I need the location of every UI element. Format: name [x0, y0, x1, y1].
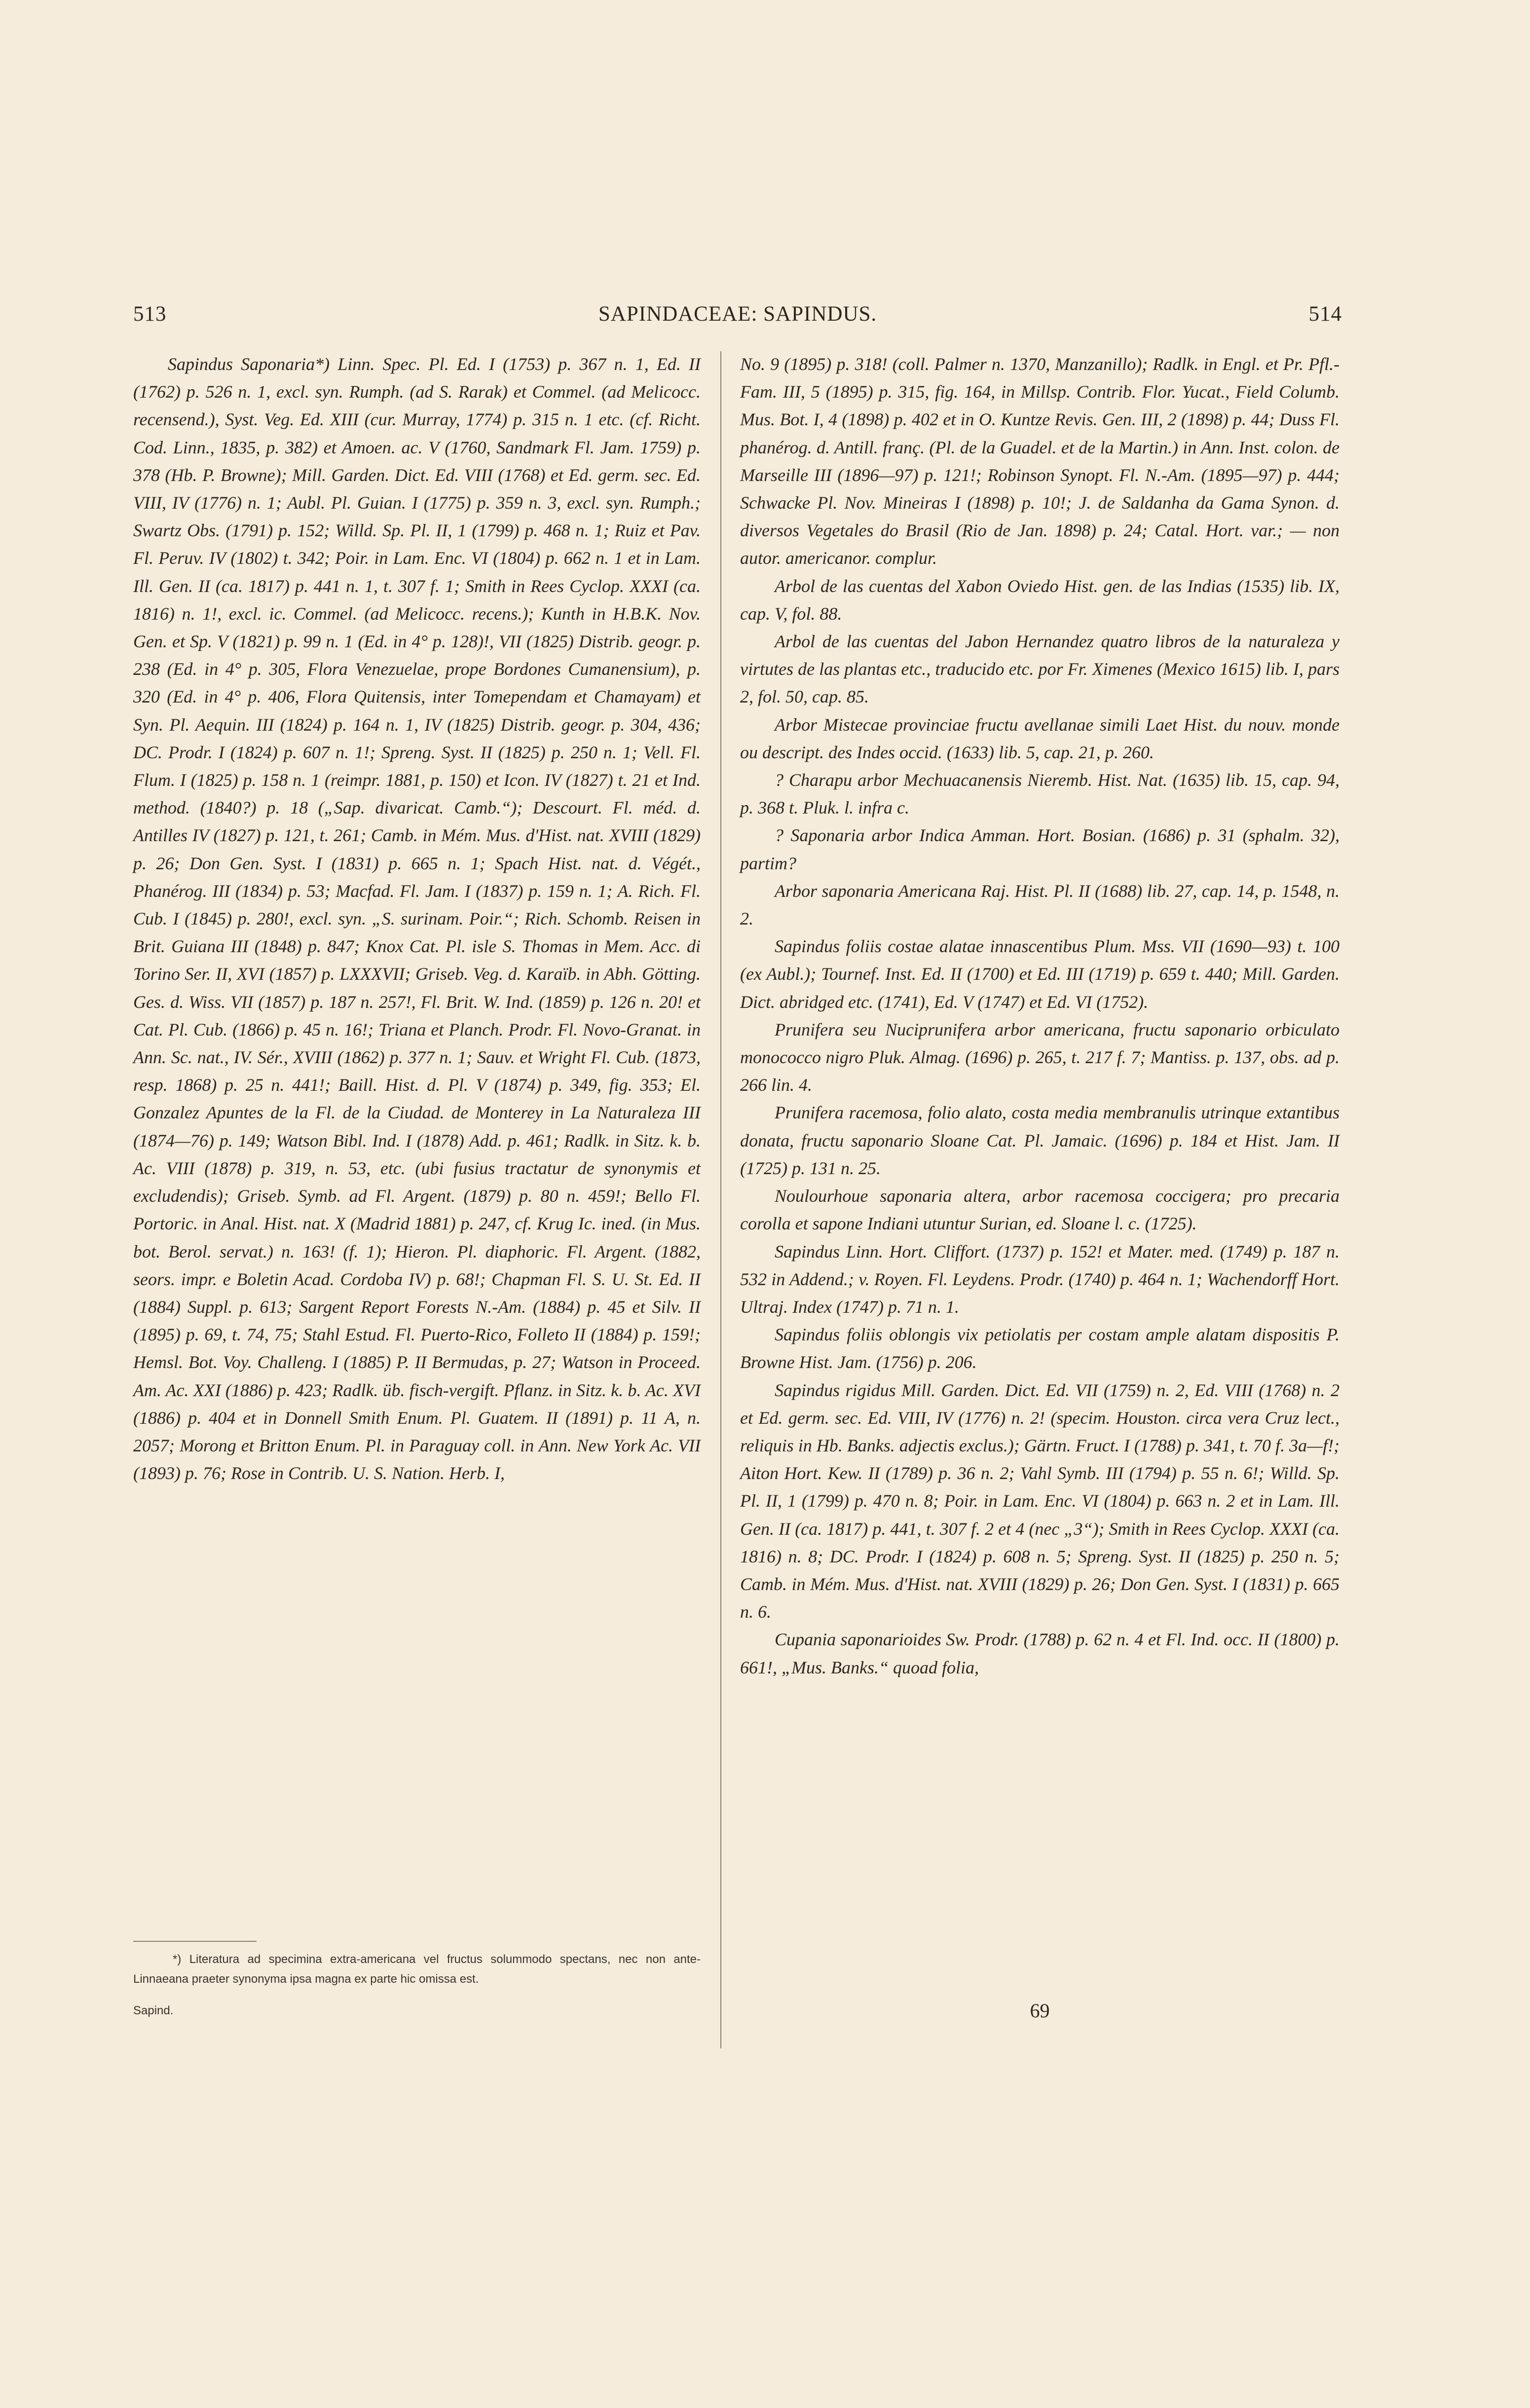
right-paragraph: Sapindus rigidus Mill. Garden. Dict. Ed. VII (1759) n. 2, Ed. VIII (1768) n. 2 et Ed. germ. sec. Ed. VIII, IV (1776) n. 2! (specim. Houston. circa vera Cruz lect., reliquis in Hb. Banks. adjectis exclus.); Gärtn. Fruct. I (1788) p. 341, t. 70 f. 3a—f!; Aiton Hort. Kew. II (1789) p. 36 n. 2; Vahl Symb. III (1794) p. 55 n. 6!; Willd. Sp. Pl. II, 1 (1799) p. 470 n. 8; Poir. in Lam. Enc. VI (1804) p. 663 n. 2 et in Lam. Ill. Gen. II (ca. 1817) p. 441, t. 307 f. 2 et 4 (nec „3“); Smith in Rees Cyclop. XXXI (ca. 1816) n. 8; DC. Prodr. I (1824) p. 608 n. 5; Spreng. Syst. II (1825) p. 250 n. 5; Camb. in Mém. Mus. d'Hist. nat. XVIII (1829) p. 26; Don Gen. Syst. I (1831) p. 665 n. 6.: [740, 1380, 1340, 1622]
running-title: SAPINDACEAE: SAPINDUS.: [598, 302, 877, 326]
folio-number: 69: [1030, 2000, 1050, 2022]
page-number-left: 513: [133, 302, 167, 326]
right-paragraph: Arbor Mistecae provinciae fructu avellanae simili Laet Hist. du nouv. monde ou descript. des Indes occid. (1633) lib. 5, cap. 21, p. 260.: [740, 714, 1340, 762]
signature-mark: Sapind.: [133, 2004, 174, 2017]
right-paragraph: Arbol de las cuentas del Jabon Hernandez quatro libros de la naturaleza y virtutes de las plantas etc., traducido etc. por Fr. Ximenes (Mexico 1615) lib. I, pars 2, fol. 50, cap. 85.: [740, 631, 1340, 707]
right-paragraph: ? Saponaria arbor Indica Amman. Hort. Bosian. (1686) p. 31 (sphalm. 32), partim?: [740, 825, 1340, 873]
right-paragraph: Sapindus foliis oblongis vix petiolatis per costam ample alatam dispositis P. Browne Hist. Jam. (1756) p. 206.: [740, 1325, 1340, 1372]
right-paragraph: Prunifera seu Nuciprunifera arbor americana, fructu saponario orbiculato monococco nigro Pluk. Almag. (1696) p. 265, t. 217 f. 7; Mantiss. p. 137, obs. ad p. 266 lin. 4.: [740, 1019, 1340, 1095]
right-column: [740, 350, 1340, 2077]
page-number-right: 514: [1308, 302, 1342, 326]
right-paragraph: Sapindus foliis costae alatae innascentibus Plum. Mss. VII (1690—93) t. 100 (ex Aubl.); Tournef. Inst. Ed. II (1700) et Ed. III (1719) p. 659 t. 440; Mill. Garden. Dict. abridged etc. (1741), Ed. V (1747) et Ed. VI (1752).: [740, 936, 1340, 1012]
right-paragraph-continuation: No. 9 (1895) p. 318! (coll. Palmer n. 1370, Manzanillo); Radlk. in Engl. et Pr. Pfl.-Fam. III, 5 (1895) p. 315, fig. 164, in Millsp. Contrib. Flor. Yucat., Field Columb. Mus. Bot. I, 4 (1898) p. 402 et in O. Kuntze Revis. Gen. III, 2 (1898) p. 44; Duss Fl. phanérog. d. Antill. franç. (Pl. de la Guadel. et de la Martin.) in Ann. Inst. colon. de Marseille III (1896—97) p. 121!; Robinson Synopt. Fl. N.-Am. (1895—97) p. 444; Schwacke Pl. Nov. Mineiras I (1898) p. 10!; J. de Saldanha da Gama Synon. d. diversos Vegetales do Brasil (Rio de Jan. 1898) p. 24; Catal. Hort. var.; — non autor. americanor. complur.: [740, 354, 1340, 568]
left-column: [133, 350, 701, 1939]
right-paragraph: Sapindus Linn. Hort. Cliffort. (1737) p. 152! et Mater. med. (1749) p. 187 n. 532 in Addend.; v. Royen. Fl. Leydens. Prodr. (1740) p. 464 n. 1; Wachendorff Hort. Ultraj. Index (1747) p. 71 n. 1.: [740, 1241, 1340, 1317]
running-header: [133, 302, 1342, 332]
right-paragraph: Prunifera racemosa, folio alato, costa media membranulis utrinque extantibus donata, fructu saponario Sloane Cat. Pl. Jamaic. (1696) p. 184 et Hist. Jam. II (1725) p. 131 n. 25.: [740, 1103, 1340, 1178]
right-paragraph: Noulourhoue saponaria altera, arbor racemosa coccigera; pro precaria corolla et sapone Indiani utuntur Surian, ed. Sloane l. c. (1725).: [740, 1186, 1340, 1234]
right-paragraph: Arbor saponaria Americana Raj. Hist. Pl. II (1688) lib. 27, cap. 14, p. 1548, n. 2.: [740, 881, 1340, 929]
synonymy-paragraph: Sapindus Saponaria*) Linn. Spec. Pl. Ed. I (1753) p. 367 n. 1, Ed. II (1762) p. 526 n. 1, excl. syn. Rumph. (ad S. Rarak) et Commel. (ad Melicocc. recensend.), Syst. Veg. Ed. XIII (cur. Murray, 1774) p. 315 n. 1 etc. (cf. Richt. Cod. Linn., 1835, p. 382) et Amoen. ac. V (1760, Sandmark Fl. Jam. 1759) p. 378 (Hb. P. Browne); Mill. Garden. Dict. Ed. VIII (1768) et Ed. germ. sec. Ed. VIII, IV (1776) n. 1; Aubl. Pl. Guian. I (1775) p. 359 n. 3, excl. syn. Rumph.; Swartz Obs. (1791) p. 152; Willd. Sp. Pl. II, 1 (1799) p. 468 n. 1; Ruiz et Pav. Fl. Peruv. IV (1802) t. 342; Poir. in Lam. Enc. VI (1804) p. 662 n. 1 et in Lam. Ill. Gen. II (ca. 1817) p. 441 n. 1, t. 307 f. 1; Smith in Rees Cyclop. XXXI (ca. 1816) n. 1!, excl. ic. Commel. (ad Melicocc. recens.); Kunth in H.B.K. Nov. Gen. et Sp. V (1821) p. 99 n. 1 (Ed. in 4° p. 128)!, VII (1825) Distrib. geogr. p. 238 (Ed. in 4° p. 305, Flora Venezuelae, prope Bordones Cumanensium), p. 320 (Ed. in 4° p. 406, Flora Quitensis, inter Tomependam et Chamayam) et Syn. Pl. Aequin. III (1824) p. 164 n. 1, IV (1825) Distrib. geogr. p. 304, 436; DC. Prodr. I (1824) p. 607 n. 1!; Spreng. Syst. II (1825) p. 250 n. 1; Vell. Fl. Flum. I (1825) p. 158 n. 1 (reimpr. 1881, p. 150) et Icon. IV (1827) t. 21 et Ind. method. (1840?) p. 18 („Sap. divaricat. Camb.“); Descourt. Fl. méd. d. Antilles IV (1827) p. 121, t. 261; Camb. in Mém. Mus. d'Hist. nat. XVIII (1829) p. 26; Don Gen. Syst. I (1831) p. 665 n. 1; Spach Hist. nat. d. Végét., Phanérog. III (1834) p. 53; Macfad. Fl. Jam. I (1837) p. 159 n. 1; A. Rich. Fl. Cub. I (1845) p. 280!, excl. syn. „S. surinam. Poir.“; Rich. Schomb. Reisen in Brit. Guiana III (1848) p. 847; Knox Cat. Pl. isle S. Thomas in Mem. Acc. di Torino Ser. II, XVI (1857) p. LXXXVII; Griseb. Veg. d. Karaïb. in Abh. Götting. Ges. d. Wiss. VII (1857) p. 187 n. 257!, Fl. Brit. W. Ind. (1859) p. 126 n. 20! et Cat. Pl. Cub. (1866) p. 45 n. 16!; Triana et Planch. Prodr. Fl. Novo-Granat. in Ann. Sc. nat., IV. Sér., XVIII (1862) p. 377 n. 1; Sauv. et Wright Fl. Cub. (1873, resp. 1868) p. 25 n. 441!; Baill. Hist. d. Pl. V (1874) p. 349, fig. 353; El. Gonzalez Apuntes de la Fl. de la Ciudad. de Monterey in La Naturaleza III (1874—76) p. 149; Watson Bibl. Ind. I (1878) Add. p. 461; Radlk. in Sitz. k. b. Ac. VIII (1878) p. 319, n. 53, etc. (ubi fusius tractatur de synonymis et excludendis); Griseb. Symb. ad Fl. Argent. (1879) p. 80 n. 459!; Bello Fl. Portoric. in Anal. Hist. nat. X (Madrid 1881) p. 247, cf. Krug Ic. ined. (in Mus. bot. Berol. servat.) n. 163! (f. 1); Hieron. Pl. diaphoric. Fl. Argent. (1882, seors. impr. e Boletin Acad. Cordoba IV) p. 68!; Chapman Fl. S. U. St. Ed. II (1884) Suppl. p. 613; Sargent Report Forests N.-Am. (1884) p. 45 et Silv. II (1895) p. 69, t. 74, 75; Stahl Estud. Fl. Puerto-Rico, Folleto II (1884) p. 159!; Hemsl. Bot. Voy. Challeng. I (1885) P. II Bermudas, p. 27; Watson in Proceed. Am. Ac. XXI (1886) p. 423; Radlk. üb. fisch-vergift. Pflanz. in Sitz. k. b. Ac. XVI (1886) p. 404 et in Donnell Smith Enum. Pl. Guatem. II (1891) p. 11 A, n. 2057; Morong et Britton Enum. Pl. in Paraguay coll. in Ann. New York Ac. VII (1893) p. 76; Rose in Contrib. U. S. Nation. Herb. I,: [133, 354, 701, 1483]
right-paragraph: Cupania saponarioides Sw. Prodr. (1788) p. 62 n. 4 et Fl. Ind. occ. II (1800) p. 661!, „Mus. Banks.“ quoad folia,: [740, 1630, 1340, 1677]
right-paragraph: Arbol de las cuentas del Xabon Oviedo Hist. gen. de las Indias (1535) lib. IX, cap. V, fol. 88.: [740, 576, 1340, 624]
right-paragraph: ? Charapu arbor Mechuacanensis Nieremb. Hist. Nat. (1635) lib. 15, cap. 94, p. 368 t. Pluk. l. infra c.: [740, 770, 1340, 818]
footnote: *) Literatura ad specimina extra-americana vel fructus solummodo spectans, nec non ante-Linnaeana praeter synonyma ipsa magna ex parte hic omissa est.: [133, 1953, 701, 1986]
footnote-rule: [133, 1941, 257, 1942]
column-divider: [720, 351, 721, 2048]
